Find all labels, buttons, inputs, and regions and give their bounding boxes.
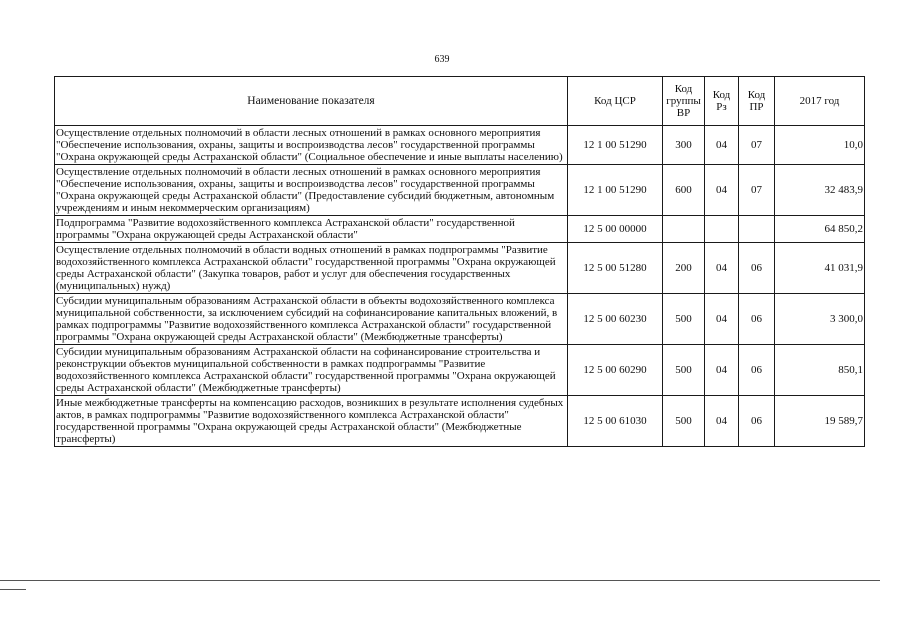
header-name: Наименование показателя: [55, 77, 568, 126]
cell-name: Осуществление отдельных полномочий в области лесных отношений в рамках основного мероприятия "Обеспечение использования, охраны, защиты и воспроизводства лесов" государственной программы "Охрана окружающей среды Астраханской области" (Социальное обеспечение и иные выплаты населению): [55, 126, 568, 165]
cell-pr: 06: [739, 294, 775, 345]
table-row: [55, 216, 865, 243]
table-body: [55, 126, 865, 447]
table-row: [55, 345, 865, 396]
cell-sum: 32 483,9: [775, 165, 865, 216]
cell-csr: 12 5 00 60230: [568, 294, 663, 345]
cell-csr: 12 5 00 51280: [568, 243, 663, 294]
cell-csr: 12 1 00 51290: [568, 165, 663, 216]
cell-sum: 19 589,7: [775, 396, 865, 447]
table-row: [55, 294, 865, 345]
cell-rz: 04: [705, 345, 739, 396]
page-number: 639: [434, 54, 450, 65]
cell-name: Субсидии муниципальным образованиям Астраханской области в объекты водохозяйственного комплекса муниципальной собственности, за исключением субсидий на софинансирование капитальных вложений, в рамках подпрограммы "Развитие водохозяйственного комплекса Астраханской области" государственной программы "Охрана окружающей среды Астраханской области" (Межбюджетные трансферты): [55, 294, 568, 345]
header-rz: Код Рз: [705, 77, 739, 126]
cell-vr: 500: [663, 345, 705, 396]
table-row: [55, 243, 865, 294]
cell-rz: 04: [705, 294, 739, 345]
cell-vr: 500: [663, 294, 705, 345]
cell-pr: 07: [739, 165, 775, 216]
table-header-row: [55, 77, 865, 126]
cell-name: Субсидии муниципальным образованиям Астраханской области на софинансирование строительства и реконструкции объектов муниципальной собственности в рамках подпрограммы "Развитие водохозяйственного комплекса Астраханской области" государственной программы "Охрана окружающей среды Астраханской области" (Межбюджетные трансферты): [55, 345, 568, 396]
cell-rz: 04: [705, 396, 739, 447]
header-vr: Код группы ВР: [663, 77, 705, 126]
cell-sum: 64 850,2: [775, 216, 865, 243]
header-pr: Код ПР: [739, 77, 775, 126]
footer-rule-short: [0, 589, 26, 590]
cell-sum: 10,0: [775, 126, 865, 165]
cell-pr: 07: [739, 126, 775, 165]
cell-vr: 600: [663, 165, 705, 216]
cell-pr: 06: [739, 396, 775, 447]
header-csr: Код ЦСР: [568, 77, 663, 126]
cell-vr: 500: [663, 396, 705, 447]
cell-pr: 06: [739, 243, 775, 294]
cell-rz: 04: [705, 165, 739, 216]
table-row: [55, 165, 865, 216]
cell-name: Подпрограмма "Развитие водохозяйственного комплекса Астраханской области" государственной программы "Охрана окружающей среды Астраханской области": [55, 216, 568, 243]
table-row: [55, 396, 865, 447]
cell-sum: 41 031,9: [775, 243, 865, 294]
table-row: [55, 126, 865, 165]
cell-pr: 06: [739, 345, 775, 396]
cell-csr: 12 1 00 51290: [568, 126, 663, 165]
cell-csr: 12 5 00 61030: [568, 396, 663, 447]
cell-sum: 3 300,0: [775, 294, 865, 345]
cell-vr: [663, 216, 705, 243]
cell-name: Иные межбюджетные трансферты на компенсацию расходов, возникших в результате исполнения судебных актов, в рамках подпрограммы "Развитие водохозяйственного комплекса Астраханской области" государственной программы "Охрана окружающей среды Астраханской области" (Межбюджетные трансферты): [55, 396, 568, 447]
header-year: 2017 год: [775, 77, 865, 126]
cell-vr: 300: [663, 126, 705, 165]
cell-sum: 850,1: [775, 345, 865, 396]
budget-table: [54, 76, 865, 447]
cell-vr: 200: [663, 243, 705, 294]
cell-name: Осуществление отдельных полномочий в области лесных отношений в рамках основного мероприятия "Обеспечение использования, охраны, защиты и воспроизводства лесов" государственной программы "Охрана окружающей среды Астраханской области" (Предоставление субсидий бюджетным, автономным учреждениям и иным некоммерческим организациям): [55, 165, 568, 216]
cell-rz: [705, 216, 739, 243]
cell-pr: [739, 216, 775, 243]
cell-rz: 04: [705, 243, 739, 294]
cell-rz: 04: [705, 126, 739, 165]
cell-name: Осуществление отдельных полномочий в области водных отношений в рамках подпрограммы "Развитие водохозяйственного комплекса Астраханской области" государственной программы "Охрана окружающей среды Астраханской области" (Закупка товаров, работ и услуг для обеспечения государственных (муниципальных) нужд): [55, 243, 568, 294]
footer-rule: [0, 580, 880, 581]
cell-csr: 12 5 00 60290: [568, 345, 663, 396]
cell-csr: 12 5 00 00000: [568, 216, 663, 243]
